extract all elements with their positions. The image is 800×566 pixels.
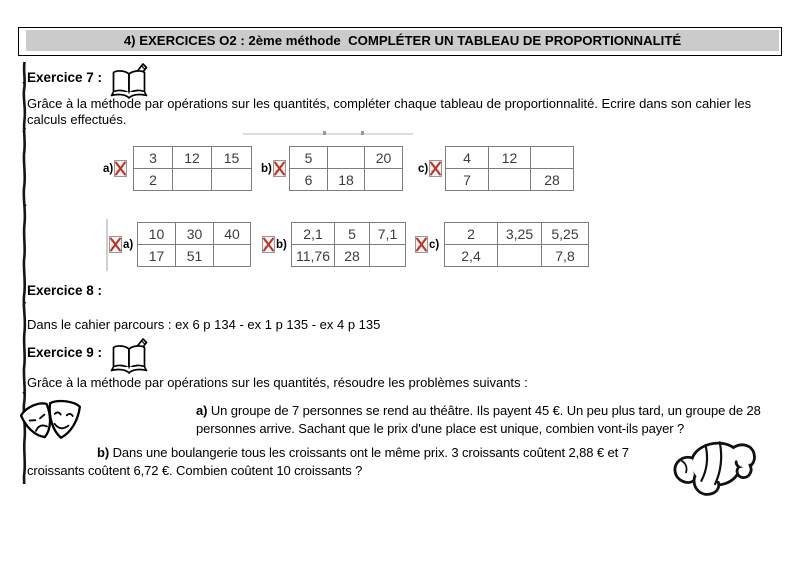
prop-table-b1: [289, 146, 403, 191]
broken-image-icon: [273, 160, 286, 177]
table-cell: 18: [328, 169, 365, 191]
table-cell: [214, 245, 251, 267]
table-cell: 5: [335, 223, 370, 245]
table-cell: 2: [134, 169, 173, 191]
book-pencil-icon: [109, 336, 149, 376]
table-b1-label: [261, 160, 286, 177]
problem-b-text: Dans une boulangerie tous les croissants ont le même prix. 3 croissants coûtent 2,88 € et 7 croissants coûtent 6,72 €. Combien coûtent 10 croissants ?: [27, 445, 629, 478]
broken-image-icon: [415, 236, 428, 253]
table-cell: 2,4: [445, 245, 498, 267]
exercise7-heading: Exercice 7 :: [27, 70, 103, 85]
table-cell: 28: [335, 245, 370, 267]
table-cell: 4: [446, 147, 489, 169]
table-cell: 5,25: [542, 223, 589, 245]
table-cell: 40: [214, 223, 251, 245]
page-title: 4) EXERCICES O2 : 2ème méthode COMPLÉTER UN TABLEAU DE PROPORTIONNALITÉ: [123, 33, 682, 48]
exercise8-text: Dans le cahier parcours : ex 6 p 134 - ex 1 p 135 - ex 4 p 135: [27, 317, 381, 332]
table-cell: [498, 245, 542, 267]
prop-table-a1: [133, 146, 252, 191]
book-pencil-icon: [109, 61, 149, 101]
prop-table-c2: [444, 222, 589, 267]
table-cell: 12: [489, 147, 531, 169]
image-crop-artifact-vertical: [106, 219, 108, 271]
table-label-text: b): [261, 162, 272, 175]
table-cell: 30: [176, 223, 214, 245]
problem-a-text: Un groupe de 7 personnes se rend au théâtre. Ils payent 45 €. Un peu plus tard, un groupe de 28 personnes arrive. Sachant que le prix d'une place est unique, combien vont-ils payer ?: [196, 403, 761, 436]
image-crop-artifact: [243, 133, 413, 135]
table-a1-label: [103, 160, 127, 177]
table-cell: 7,8: [542, 245, 589, 267]
prop-table-b2: [291, 222, 406, 267]
prop-table-a2: [137, 222, 251, 267]
table-cell: 3,25: [498, 223, 542, 245]
croissant-icon: [664, 434, 766, 514]
table-cell: [489, 169, 531, 191]
table-cell: 3: [134, 147, 173, 169]
exercise8-heading: Exercice 8 :: [27, 283, 103, 298]
table-label-text: c): [418, 162, 429, 175]
table-cell: 28: [531, 169, 574, 191]
problem-b: [27, 444, 672, 479]
table-cell: [531, 147, 574, 169]
broken-image-icon: [429, 160, 442, 177]
broken-image-icon: [114, 160, 127, 177]
table-cell: [212, 169, 252, 191]
table-label-text: a): [123, 238, 134, 251]
title-banner: [18, 27, 782, 56]
table-cell: [365, 169, 403, 191]
table-cell: [370, 245, 406, 267]
broken-image-icon: [109, 236, 122, 253]
exercise7-instructions: Grâce à la méthode par opérations sur les quantités, compléter chaque tableau de proportionnalité. Ecrire dans son cahier les calculs effectués.: [27, 96, 752, 127]
table-cell: 12: [173, 147, 212, 169]
table-label-text: c): [429, 238, 440, 251]
image-crop-artifact-tick: [323, 131, 326, 135]
table-label-text: b): [276, 238, 287, 251]
table-cell: 5: [290, 147, 328, 169]
prop-table-c1: [445, 146, 574, 191]
table-cell: 7: [446, 169, 489, 191]
table-cell: 17: [138, 245, 176, 267]
table-c1-label: [418, 160, 442, 177]
table-cell: 15: [212, 147, 252, 169]
table-cell: 10: [138, 223, 176, 245]
problem-a: [196, 402, 788, 437]
table-cell: 2,1: [292, 223, 335, 245]
broken-image-icon: [262, 236, 275, 253]
problem-a-label: a): [196, 403, 208, 418]
table-cell: 11,76: [292, 245, 335, 267]
table-cell: 20: [365, 147, 403, 169]
table-cell: 2: [445, 223, 498, 245]
table-c2-label: [415, 236, 439, 253]
table-b2-label: [262, 236, 287, 253]
exercise9-intro: Grâce à la méthode par opérations sur les quantités, résoudre les problèmes suivants :: [27, 375, 528, 390]
image-crop-artifact-tick: [361, 131, 364, 135]
table-cell: 7,1: [370, 223, 406, 245]
table-label-text: a): [103, 162, 114, 175]
exercise9-heading: Exercice 9 :: [27, 345, 103, 360]
table-cell: 6: [290, 169, 328, 191]
problem-b-label: b): [97, 445, 110, 460]
table-a2-label: [109, 236, 133, 253]
table-cell: [173, 169, 212, 191]
title-banner-fill: [26, 30, 779, 51]
table-cell: 51: [176, 245, 214, 267]
table-cell: [328, 147, 365, 169]
